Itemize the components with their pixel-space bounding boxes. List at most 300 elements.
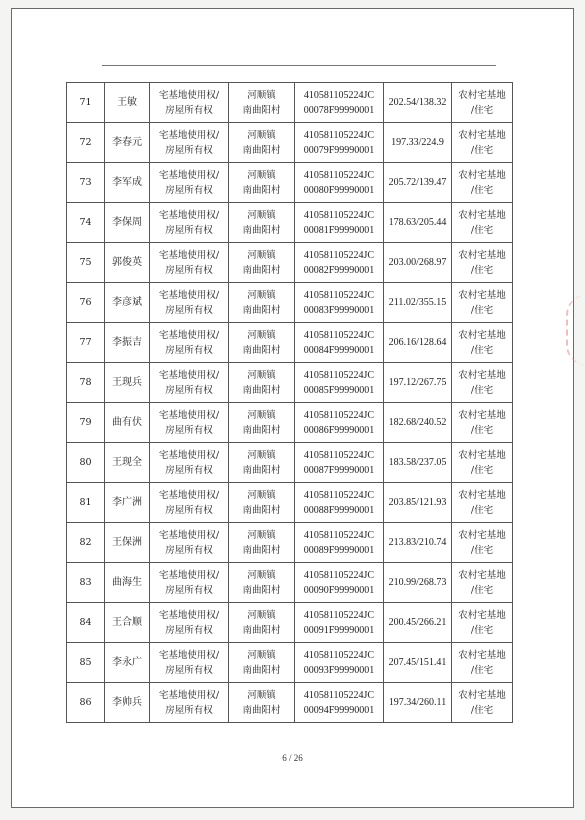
unit-code-line-1: 410581105224JC <box>303 89 375 101</box>
owner-name: 王现全 <box>112 457 142 468</box>
row-number-cell <box>67 563 105 603</box>
unit-code-line-2: 00080F99990001 <box>303 184 375 196</box>
location-line-1: 河顺镇 <box>247 169 276 181</box>
unit-code-line-1: 410581105224JC <box>303 129 375 141</box>
location-cell <box>229 283 295 323</box>
right-type-cell <box>150 123 229 163</box>
land-use-cell <box>452 523 513 563</box>
table-row <box>67 123 513 163</box>
unit-code-line-1: 410581105224JC <box>303 169 375 181</box>
right-type-cell <box>150 163 229 203</box>
right-type-cell <box>150 323 229 363</box>
location-line-2: 南曲阳村 <box>242 464 281 476</box>
unit-code-line-1: 410581105224JC <box>303 449 375 461</box>
area: 197.34/260.11 <box>388 697 447 708</box>
right-type-cell <box>150 403 229 443</box>
unit-code-cell <box>295 363 384 403</box>
right-type-line-2: 房屋所有权 <box>165 584 213 596</box>
right-type-cell <box>150 243 229 283</box>
owner-name: 李永广 <box>112 657 142 668</box>
table-row <box>67 643 513 683</box>
right-type-line-1: 宅基地使用权/ <box>158 449 220 461</box>
right-type-line-1: 宅基地使用权/ <box>158 489 220 501</box>
right-type-line-1: 宅基地使用权/ <box>158 89 220 101</box>
row-number-cell <box>67 163 105 203</box>
unit-code-line-1: 410581105224JC <box>303 689 375 701</box>
land-use-line-2: /住宅 <box>470 704 494 716</box>
owner-name-cell <box>105 243 150 283</box>
owner-name: 曲海生 <box>112 577 142 588</box>
right-type-cell <box>150 683 229 723</box>
row-number-cell <box>67 243 105 283</box>
location-cell <box>229 483 295 523</box>
right-type-line-2: 房屋所有权 <box>165 184 213 196</box>
area-cell <box>384 243 452 283</box>
land-use-line-2: /住宅 <box>470 424 494 436</box>
owner-name: 王合顺 <box>112 617 142 628</box>
area: 213.83/210.74 <box>388 537 447 548</box>
row-number: 79 <box>79 417 92 428</box>
location-cell <box>229 443 295 483</box>
location-line-1: 河顺镇 <box>247 209 276 221</box>
land-use-line-1: 农村宅基地 <box>458 609 506 621</box>
table-row <box>67 83 513 123</box>
seal-stamp-fragment <box>566 295 585 365</box>
land-use-line-2: /住宅 <box>470 664 494 676</box>
right-type-cell <box>150 563 229 603</box>
land-use-line-2: /住宅 <box>470 544 494 556</box>
unit-code-line-1: 410581105224JC <box>303 289 375 301</box>
unit-code-line-1: 410581105224JC <box>303 609 375 621</box>
unit-code-line-2: 00079F99990001 <box>303 144 375 156</box>
row-number-cell <box>67 403 105 443</box>
unit-code-line-2: 00090F99990001 <box>303 584 375 596</box>
area: 178.63/205.44 <box>388 217 447 228</box>
right-type-line-2: 房屋所有权 <box>165 624 213 636</box>
owner-name: 郭俊英 <box>112 257 142 268</box>
row-number-cell <box>67 363 105 403</box>
unit-code-cell <box>295 123 384 163</box>
table-row <box>67 403 513 443</box>
location-cell <box>229 243 295 283</box>
area: 207.45/151.41 <box>388 657 447 668</box>
land-use-cell <box>452 443 513 483</box>
area-cell <box>384 203 452 243</box>
location-line-1: 河顺镇 <box>247 649 276 661</box>
area-cell <box>384 163 452 203</box>
area-cell <box>384 283 452 323</box>
area: 202.54/138.32 <box>388 97 447 108</box>
right-type-line-2: 房屋所有权 <box>165 704 213 716</box>
unit-code-line-2: 00085F99990001 <box>303 384 375 396</box>
owner-name: 李振吉 <box>112 337 142 348</box>
land-use-line-2: /住宅 <box>470 104 494 116</box>
owner-name: 王现兵 <box>112 377 142 388</box>
land-use-cell <box>452 203 513 243</box>
right-type-line-2: 房屋所有权 <box>165 464 213 476</box>
unit-code-line-2: 00081F99990001 <box>303 224 375 236</box>
location-line-1: 河顺镇 <box>247 489 276 501</box>
unit-code-cell <box>295 403 384 443</box>
location-line-2: 南曲阳村 <box>242 224 281 236</box>
unit-code-cell <box>295 163 384 203</box>
right-type-line-1: 宅基地使用权/ <box>158 529 220 541</box>
row-number-cell <box>67 123 105 163</box>
land-use-cell <box>452 83 513 123</box>
right-type-line-2: 房屋所有权 <box>165 664 213 676</box>
land-use-line-1: 农村宅基地 <box>458 489 506 501</box>
row-number: 84 <box>79 617 92 628</box>
land-use-line-1: 农村宅基地 <box>458 249 506 261</box>
area: 197.33/224.9 <box>391 137 444 148</box>
location-line-2: 南曲阳村 <box>242 344 281 356</box>
area-cell <box>384 563 452 603</box>
land-use-line-2: /住宅 <box>470 264 494 276</box>
land-use-line-2: /住宅 <box>470 464 494 476</box>
row-number: 83 <box>79 577 92 588</box>
unit-code-cell <box>295 443 384 483</box>
location-line-2: 南曲阳村 <box>242 184 281 196</box>
right-type-line-2: 房屋所有权 <box>165 304 213 316</box>
table-row <box>67 523 513 563</box>
area-cell <box>384 643 452 683</box>
table-row <box>67 563 513 603</box>
land-use-line-1: 农村宅基地 <box>458 369 506 381</box>
location-line-2: 南曲阳村 <box>242 304 281 316</box>
area: 206.16/128.64 <box>388 337 447 348</box>
right-type-line-2: 房屋所有权 <box>165 504 213 516</box>
unit-code-line-2: 00083F99990001 <box>303 304 375 316</box>
row-number: 73 <box>79 177 92 188</box>
unit-code-cell <box>295 643 384 683</box>
owner-name: 王敏 <box>117 97 137 108</box>
area-cell <box>384 683 452 723</box>
location-line-2: 南曲阳村 <box>242 704 281 716</box>
location-line-1: 河顺镇 <box>247 249 276 261</box>
right-type-line-1: 宅基地使用权/ <box>158 409 220 421</box>
right-type-cell <box>150 603 229 643</box>
row-number-cell <box>67 323 105 363</box>
land-use-line-2: /住宅 <box>470 224 494 236</box>
land-use-line-1: 农村宅基地 <box>458 129 506 141</box>
location-line-2: 南曲阳村 <box>242 264 281 276</box>
land-use-cell <box>452 563 513 603</box>
header-rule <box>102 65 496 66</box>
owner-name-cell <box>105 83 150 123</box>
row-number: 78 <box>79 377 92 388</box>
right-type-line-1: 宅基地使用权/ <box>158 249 220 261</box>
location-line-1: 河顺镇 <box>247 289 276 301</box>
location-cell <box>229 403 295 443</box>
unit-code-cell <box>295 323 384 363</box>
right-type-cell <box>150 643 229 683</box>
unit-code-line-2: 00093F99990001 <box>303 664 375 676</box>
right-type-cell <box>150 203 229 243</box>
area-cell <box>384 483 452 523</box>
unit-code-cell <box>295 283 384 323</box>
owner-name-cell <box>105 683 150 723</box>
right-type-line-2: 房屋所有权 <box>165 344 213 356</box>
row-number: 81 <box>79 497 92 508</box>
location-line-2: 南曲阳村 <box>242 424 281 436</box>
location-line-1: 河顺镇 <box>247 609 276 621</box>
owner-name: 曲有伏 <box>112 417 142 428</box>
right-type-line-1: 宅基地使用权/ <box>158 129 220 141</box>
right-type-line-1: 宅基地使用权/ <box>158 649 220 661</box>
unit-code-cell <box>295 203 384 243</box>
row-number-cell <box>67 603 105 643</box>
location-cell <box>229 643 295 683</box>
location-cell <box>229 683 295 723</box>
unit-code-cell <box>295 483 384 523</box>
unit-code-line-1: 410581105224JC <box>303 649 375 661</box>
location-line-1: 河顺镇 <box>247 449 276 461</box>
location-cell <box>229 563 295 603</box>
row-number-cell <box>67 203 105 243</box>
land-use-line-1: 农村宅基地 <box>458 449 506 461</box>
location-line-2: 南曲阳村 <box>242 584 281 596</box>
table-row <box>67 283 513 323</box>
registry-table <box>66 82 513 723</box>
owner-name: 李广洲 <box>112 497 142 508</box>
unit-code-cell <box>295 603 384 643</box>
unit-code-line-2: 00084F99990001 <box>303 344 375 356</box>
unit-code-cell <box>295 683 384 723</box>
right-type-cell <box>150 363 229 403</box>
area-cell <box>384 123 452 163</box>
area: 183.58/237.05 <box>388 457 447 468</box>
land-use-line-1: 农村宅基地 <box>458 169 506 181</box>
row-number-cell <box>67 683 105 723</box>
location-line-1: 河顺镇 <box>247 89 276 101</box>
location-line-2: 南曲阳村 <box>242 144 281 156</box>
owner-name-cell <box>105 643 150 683</box>
location-line-2: 南曲阳村 <box>242 504 281 516</box>
unit-code-cell <box>295 243 384 283</box>
location-line-1: 河顺镇 <box>247 409 276 421</box>
row-number: 86 <box>79 697 92 708</box>
unit-code-line-1: 410581105224JC <box>303 369 375 381</box>
location-line-1: 河顺镇 <box>247 329 276 341</box>
land-use-line-2: /住宅 <box>470 184 494 196</box>
unit-code-cell <box>295 563 384 603</box>
location-cell <box>229 163 295 203</box>
unit-code-line-1: 410581105224JC <box>303 329 375 341</box>
unit-code-line-2: 00082F99990001 <box>303 264 375 276</box>
right-type-cell <box>150 523 229 563</box>
area: 200.45/266.21 <box>388 617 447 628</box>
land-use-line-1: 农村宅基地 <box>458 409 506 421</box>
right-type-line-1: 宅基地使用权/ <box>158 289 220 301</box>
row-number-cell <box>67 643 105 683</box>
location-line-1: 河顺镇 <box>247 129 276 141</box>
area: 211.02/355.15 <box>388 297 447 308</box>
land-use-cell <box>452 323 513 363</box>
area: 203.85/121.93 <box>388 497 447 508</box>
unit-code-line-2: 00091F99990001 <box>303 624 375 636</box>
right-type-cell <box>150 443 229 483</box>
owner-name-cell <box>105 603 150 643</box>
area: 205.72/139.47 <box>388 177 447 188</box>
row-number-cell <box>67 523 105 563</box>
land-use-cell <box>452 683 513 723</box>
row-number: 74 <box>79 217 92 228</box>
location-cell <box>229 203 295 243</box>
table-row <box>67 683 513 723</box>
right-type-line-2: 房屋所有权 <box>165 104 213 116</box>
unit-code-line-1: 410581105224JC <box>303 569 375 581</box>
row-number: 76 <box>79 297 92 308</box>
owner-name-cell <box>105 283 150 323</box>
unit-code-line-1: 410581105224JC <box>303 249 375 261</box>
right-type-line-2: 房屋所有权 <box>165 424 213 436</box>
land-use-line-2: /住宅 <box>470 504 494 516</box>
owner-name-cell <box>105 363 150 403</box>
table-body <box>67 83 513 723</box>
land-use-cell <box>452 163 513 203</box>
land-use-line-2: /住宅 <box>470 624 494 636</box>
unit-code-line-2: 00094F99990001 <box>303 704 375 716</box>
row-number-cell <box>67 83 105 123</box>
land-use-line-1: 农村宅基地 <box>458 529 506 541</box>
land-use-cell <box>452 603 513 643</box>
owner-name: 李帅兵 <box>112 697 142 708</box>
location-line-2: 南曲阳村 <box>242 624 281 636</box>
owner-name-cell <box>105 203 150 243</box>
owner-name: 李军成 <box>112 177 142 188</box>
table-row <box>67 443 513 483</box>
land-use-cell <box>452 283 513 323</box>
right-type-cell <box>150 483 229 523</box>
location-line-1: 河顺镇 <box>247 569 276 581</box>
owner-name-cell <box>105 483 150 523</box>
right-type-line-2: 房屋所有权 <box>165 544 213 556</box>
unit-code-line-2: 00088F99990001 <box>303 504 375 516</box>
unit-code-cell <box>295 523 384 563</box>
row-number: 85 <box>79 657 92 668</box>
unit-code-line-1: 410581105224JC <box>303 409 375 421</box>
owner-name: 李保周 <box>112 217 142 228</box>
location-line-2: 南曲阳村 <box>242 544 281 556</box>
unit-code-line-2: 00087F99990001 <box>303 464 375 476</box>
location-line-1: 河顺镇 <box>247 369 276 381</box>
area: 197.12/267.75 <box>388 377 447 388</box>
land-use-cell <box>452 243 513 283</box>
land-use-line-2: /住宅 <box>470 344 494 356</box>
land-use-cell <box>452 123 513 163</box>
land-use-line-2: /住宅 <box>470 384 494 396</box>
land-use-line-1: 农村宅基地 <box>458 569 506 581</box>
unit-code-cell <box>295 83 384 123</box>
table-row <box>67 363 513 403</box>
location-cell <box>229 323 295 363</box>
owner-name: 王保洲 <box>112 537 142 548</box>
owner-name-cell <box>105 323 150 363</box>
area: 182.68/240.52 <box>388 417 447 428</box>
owner-name-cell <box>105 563 150 603</box>
right-type-line-2: 房屋所有权 <box>165 224 213 236</box>
area-cell <box>384 443 452 483</box>
owner-name-cell <box>105 163 150 203</box>
row-number-cell <box>67 483 105 523</box>
unit-code-line-1: 410581105224JC <box>303 489 375 501</box>
right-type-cell <box>150 83 229 123</box>
row-number: 82 <box>79 537 92 548</box>
land-use-line-1: 农村宅基地 <box>458 209 506 221</box>
right-type-line-2: 房屋所有权 <box>165 144 213 156</box>
location-cell <box>229 603 295 643</box>
location-line-1: 河顺镇 <box>247 529 276 541</box>
right-type-line-2: 房屋所有权 <box>165 384 213 396</box>
unit-code-line-2: 00089F99990001 <box>303 544 375 556</box>
area-cell <box>384 403 452 443</box>
land-use-cell <box>452 643 513 683</box>
area-cell <box>384 523 452 563</box>
right-type-line-1: 宅基地使用权/ <box>158 369 220 381</box>
table-row <box>67 603 513 643</box>
owner-name-cell <box>105 443 150 483</box>
area-cell <box>384 83 452 123</box>
area: 203.00/268.97 <box>388 257 447 268</box>
row-number-cell <box>67 443 105 483</box>
unit-code-line-1: 410581105224JC <box>303 209 375 221</box>
table-row <box>67 243 513 283</box>
right-type-line-1: 宅基地使用权/ <box>158 609 220 621</box>
land-use-line-1: 农村宅基地 <box>458 289 506 301</box>
owner-name-cell <box>105 523 150 563</box>
land-use-line-2: /住宅 <box>470 144 494 156</box>
owner-name-cell <box>105 403 150 443</box>
area: 210.99/268.73 <box>388 577 447 588</box>
location-cell <box>229 83 295 123</box>
land-use-line-1: 农村宅基地 <box>458 329 506 341</box>
table-row <box>67 163 513 203</box>
location-line-2: 南曲阳村 <box>242 104 281 116</box>
area-cell <box>384 323 452 363</box>
location-line-2: 南曲阳村 <box>242 664 281 676</box>
row-number: 80 <box>79 457 92 468</box>
unit-code-line-2: 00078F99990001 <box>303 104 375 116</box>
page-number: 6 / 26 <box>282 753 303 763</box>
row-number-cell <box>67 283 105 323</box>
unit-code-line-1: 410581105224JC <box>303 529 375 541</box>
row-number: 71 <box>79 97 92 108</box>
row-number: 77 <box>79 337 92 348</box>
row-number: 75 <box>79 257 92 268</box>
land-use-cell <box>452 363 513 403</box>
land-use-line-1: 农村宅基地 <box>458 689 506 701</box>
land-use-cell <box>452 403 513 443</box>
table-row <box>67 323 513 363</box>
right-type-line-1: 宅基地使用权/ <box>158 689 220 701</box>
right-type-line-1: 宅基地使用权/ <box>158 209 220 221</box>
land-use-line-1: 农村宅基地 <box>458 649 506 661</box>
area-cell <box>384 603 452 643</box>
location-line-1: 河顺镇 <box>247 689 276 701</box>
owner-name: 李彦斌 <box>112 297 142 308</box>
land-use-cell <box>452 483 513 523</box>
land-use-line-2: /住宅 <box>470 304 494 316</box>
location-cell <box>229 363 295 403</box>
unit-code-line-2: 00086F99990001 <box>303 424 375 436</box>
table-row <box>67 483 513 523</box>
area-cell <box>384 363 452 403</box>
row-number: 72 <box>79 137 92 148</box>
owner-name-cell <box>105 123 150 163</box>
land-use-line-1: 农村宅基地 <box>458 89 506 101</box>
owner-name: 李春元 <box>112 137 142 148</box>
table-row <box>67 203 513 243</box>
